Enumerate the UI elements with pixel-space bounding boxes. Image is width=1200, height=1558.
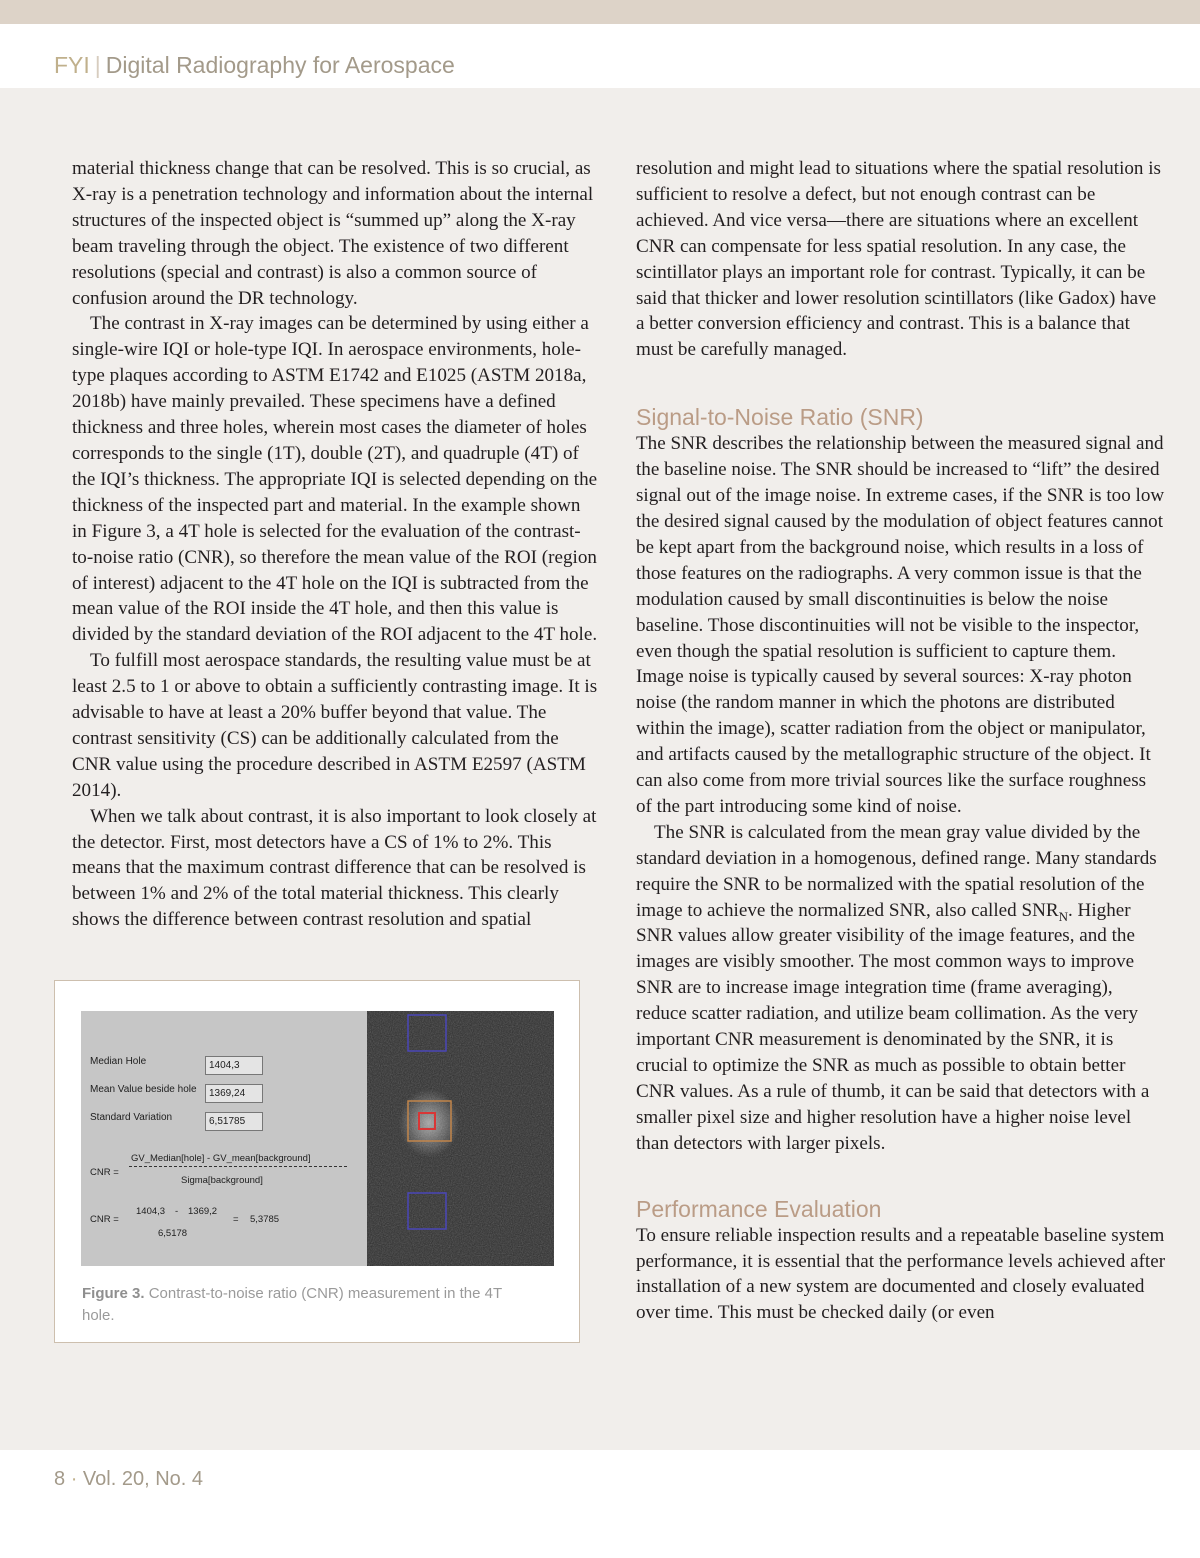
issue-label: Vol. 20, No. 4: [82, 1468, 203, 1490]
header-separator: |: [94, 52, 101, 78]
radiograph-image: [367, 1011, 554, 1266]
left-paragraph: To fulfill most aerospace standards, the resulting value must be at least 2.5 to 1 or above to obtain a sufficiently contrasting image. It is advisable to have at least a 20% buffer beyond that value. The contrast sensitivity (CS) can be additionally calculated from the CNR value using the procedure described in ASTM E2597 (ASTM 2014).: [72, 650, 598, 801]
calc-hole-value: 1404,3: [136, 1206, 166, 1217]
calc-result: 5,3785: [250, 1214, 280, 1225]
snr-subscript: N: [1058, 908, 1068, 924]
left-paragraph: material thickness change that can be resolved. This is so crucial, as X-ray is a penetration technology and information about the internal structures of the inspected object is “summed up” along the X-ray beam traveling through the object. The existence of two different resolutions (special and contrast) is also a common source of confusion around the DR technology.: [72, 158, 594, 309]
right-paragraph: resolution and might lead to situations where the spatial resolution is sufficient to resolve a defect, but not enough contrast can be achieved. And vice versa—there are situations where an excellent CNR can compensate for less spatial resolution. In any case, the scintillator plays an important role for contrast. Typically, it can be said that thicker and lower resolution scintillators (like Gadox) have a better conversion efficiency and contrast. This is a balance that must be carefully managed.: [636, 158, 1161, 361]
mean-beside-value: 1369,24: [205, 1084, 263, 1103]
median-hole-value: 1404,3: [205, 1056, 263, 1075]
median-hole-label: Median Hole: [90, 1056, 147, 1067]
formula-fraction-line: [129, 1166, 347, 1167]
formula-denominator: Sigma[background]: [181, 1175, 263, 1186]
calc-background-value: 1369,2: [188, 1206, 218, 1217]
footer-folio: [54, 1468, 203, 1491]
snr-heading: Signal-to-Noise Ratio (SNR): [636, 404, 924, 431]
caption-label: Figure 3.: [82, 1285, 145, 1302]
left-paragraph: The contrast in X-ray images can be determined by using either a single-wire IQI or hole-type IQI. In aerospace environments, hole-type plaques according to ASTM E1742 and E1025 (ASTM 2018a, 2018b) have mainly prevailed. These specimens have a defined thickness and three holes, wherein most cases the diameter of holes corresponds to the single (1T), double (2T), and quadruple (4T) of the IQI’s thickness. The appropriate IQI is selected depending on the thickness of the inspected part and material. In the example shown in Figure 3, a 4T hole is selected for the evaluation of the contrast-to-noise ratio (CNR), so therefore the mean value of the ROI (region of interest) adjacent to the 4T hole on the IQI is subtracted from the mean value of the ROI inside the 4T hole, and then this value is divided by the standard deviation of the ROI adjacent to the 4T hole.: [72, 313, 598, 646]
cnr-label: CNR =: [90, 1167, 119, 1178]
running-header: [54, 52, 455, 79]
caption-text: Contrast-to-noise ratio (CNR) measurement in the 4T hole.: [82, 1285, 502, 1324]
cnr-measurement-panel: [81, 1011, 367, 1266]
performance-heading: Performance Evaluation: [636, 1195, 882, 1222]
top-accent-bar: [0, 0, 1200, 24]
page-header: [0, 24, 1200, 88]
right-paragraph: To ensure reliable inspection results and a repeatable baseline system performance, it is essential that the performance levels achieved after installation of a new system are documented and closely evaluated over time. This must be checked daily (or even: [636, 1224, 1166, 1324]
mean-beside-label: Mean Value beside hole: [90, 1084, 197, 1095]
snr-paragraph-part: The SNR is calculated from the mean gray value divided by the standard deviation in a homogenous, defined range. Many standards require the SNR to be normalized with the spatial resolution of the image to achieve the normalized SNR, also called SNR: [636, 821, 1157, 921]
std-var-value: 6,51785: [205, 1112, 263, 1131]
right-column: [636, 156, 1166, 1326]
radiograph-roi-overlay: [367, 1011, 554, 1266]
calc-equals: =: [233, 1214, 239, 1225]
page-number: 8: [54, 1468, 66, 1490]
left-paragraph: When we talk about contrast, it is also important to look closely at the detector. First, most detectors have a CS of 1% to 2%. This means that the maximum contrast difference that can be resolved is between 1% and 2% of the total material thickness. This clearly shows the difference between contrast resolution and spatial: [72, 805, 597, 931]
left-column: [72, 156, 598, 933]
calc-label: CNR =: [90, 1214, 119, 1225]
std-var-label: Standard Variation: [90, 1112, 173, 1123]
figure-3: [54, 980, 580, 1343]
header-section: FYI: [54, 52, 90, 78]
calc-sigma-value: 6,5178: [158, 1228, 188, 1239]
cnr-screenshot: [81, 1011, 554, 1266]
right-paragraph: The SNR describes the relationship between the measured signal and the baseline noise. The SNR should be increased to “lift” the desired signal out of the image noise. In extreme cases, if the SNR is too low the desired signal caused by the modulation of object features cannot be kept apart from the background noise, which results in a loss of those features on the radiographs. A very common issue is that the modulation caused by small discontinuities is below the noise baseline. Those discontinuities will not be visible to the inspector, even though the spatial resolution is sufficient to capture them. Image noise is typically caused by several sources: X-ray photon noise (the random manner in which the photons are distributed within the image), scatter radiation from the object or manipulator, and artifacts caused by the metallographic structure of the object. It can also come from more trivial sources like the surface roughness of the part introducing some kind of noise.: [636, 433, 1165, 817]
formula-numerator: GV_Median[hole] - GV_mean[background]: [131, 1153, 311, 1164]
snr-paragraph-part: . Higher SNR values allow greater visibility of the image features, and the images are visibly smoother. The most common ways to improve SNR are to increase image integration time (frame averaging), reduce scatter radiation, and utilize beam collimation. As the very important CNR measurement is denominated by the SNR, it is crucial to optimize the SNR as much as possible to obtain better CNR values. As a rule of thumb, it can be said that detectors with a smaller pixel size and higher resolution have a higher noise level than detectors with larger pixels.: [636, 899, 1150, 1154]
right-paragraph: [636, 820, 1166, 1157]
header-title: Digital Radiography for Aerospace: [105, 52, 455, 78]
calc-minus: -: [175, 1206, 179, 1217]
figure-caption: [82, 1283, 537, 1327]
page-footer: [0, 1450, 1200, 1558]
footer-dot: ·: [70, 1468, 78, 1490]
